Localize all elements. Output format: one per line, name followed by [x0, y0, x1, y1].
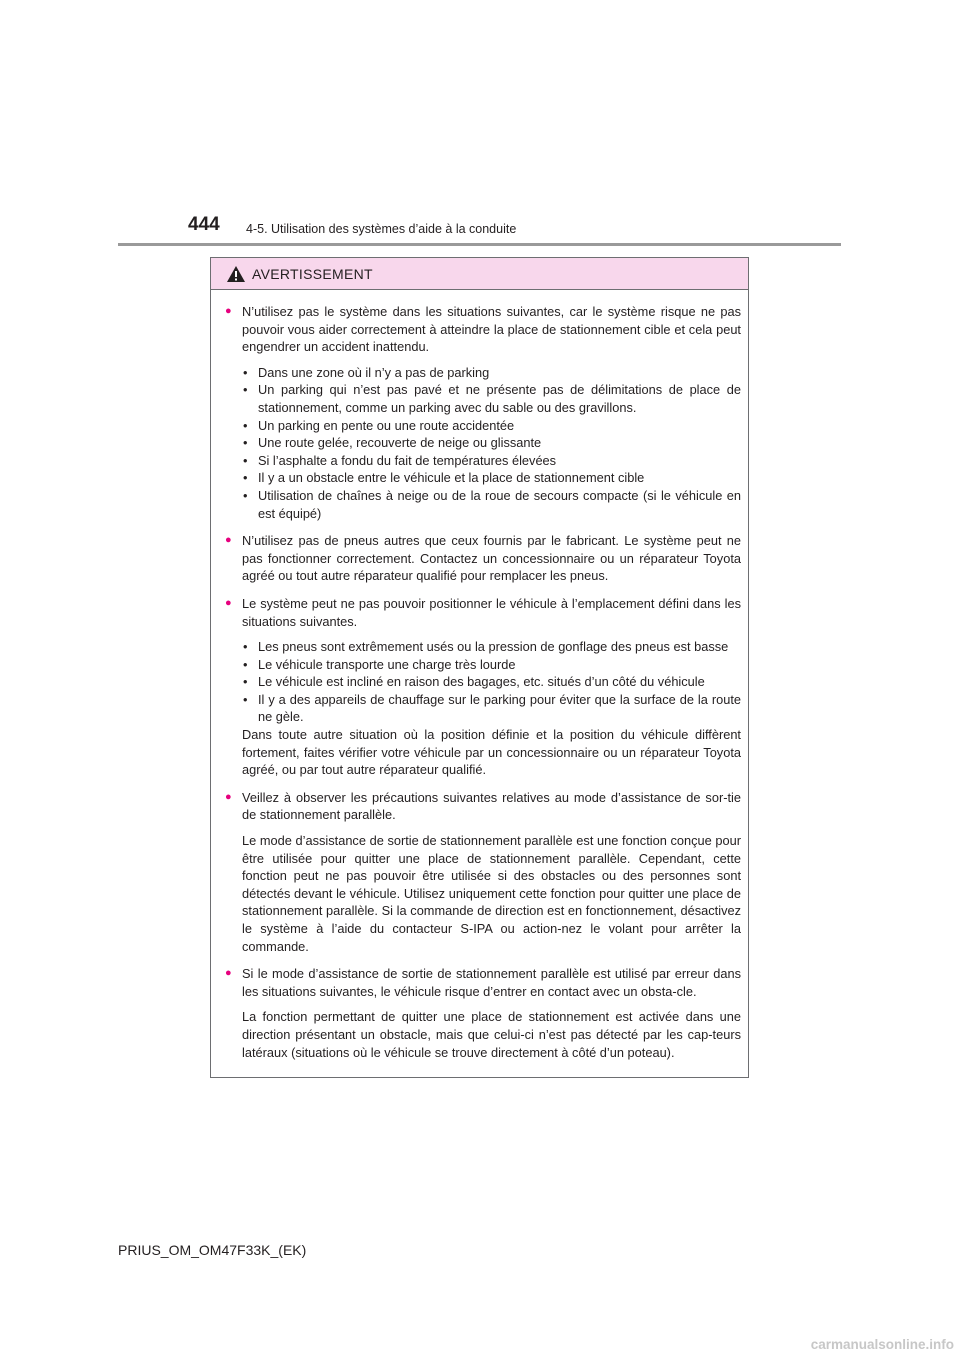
sub-item: • Dans une zone où il n’y a pas de parking: [243, 364, 490, 380]
warning-body: [211, 290, 748, 1061]
bullet-icon: ●: [225, 967, 232, 980]
warning-item-5: [225, 965, 741, 1061]
warning-item-2: [225, 532, 741, 585]
sub-item: • Il y a un obstacle entre le véhicule et la place de stationnement cible: [243, 470, 645, 486]
warning-item-text: Le système peut ne pas pouvoir positionner le véhicule à l’emplacement défini dans les situations suivantes.: [242, 595, 741, 629]
sub-item: • Le véhicule transporte une charge très lourde: [243, 656, 516, 672]
footer-doc-code: PRIUS_OM_OM47F33K_(EK): [118, 1242, 307, 1258]
bullet-icon: ●: [225, 305, 232, 317]
bullet-icon: ●: [225, 790, 232, 803]
warning-item-paragraph: La fonction permettant de quitter une place de stationnement est activée dans une direction présentant un obstacle, mais que celui-ci n’est pas détecté par les cap-teurs latéraux (situations où le véhicule se trouve directement à côté d’un poteau).: [242, 1009, 741, 1060]
page-number: 444: [188, 214, 220, 235]
warning-header: [211, 258, 748, 290]
sub-item: • Un parking en pente ou une route accidentée: [243, 417, 515, 433]
section-title: 4-5. Utilisation des systèmes d’aide à la conduite: [246, 222, 517, 236]
sub-item: • Il y a des appareils de chauffage sur le parking pour éviter que la surface de la route ne gèle.: [243, 691, 741, 725]
warning-box: [210, 257, 749, 1078]
warning-triangle-icon: [226, 265, 246, 283]
warning-item-text: N’utilisez pas le système dans les situations suivantes, car le système risque ne pas pouvoir vous aider correctement à atteindre la place de stationnement cible et cela peut engendrer un accident inattendu.: [242, 304, 741, 355]
warning-item-text: N’utilisez pas de pneus autres que ceux fournis par le fabricant. Le système peut ne pas fonctionner correctement. Contactez un concessionnaire ou un réparateur Toyota agréé ou tout autre réparateur qualifié pour remplacer les pneus.: [242, 533, 741, 584]
warning-item-paragraph: Le mode d’assistance de sortie de stationnement parallèle est une fonction conçue pour être utilisée pour quitter une place de stationnement parallèle. Cependant, cette fonction peut ne pas pouvoir être utilisée si des obstacles ou des personnes sont détectés devant le véhicule. Utilisez uniquement cette fonction pour quitter une place de stationnement parallèle. Si la commande de direction est en fonctionnement, désactivez le système à l’aide du contacteur S-IPA ou action-nez le volant pour arrêter la commande.: [242, 833, 741, 954]
header-rule: [118, 243, 841, 246]
warning-item-text: Si le mode d’assistance de sortie de stationnement parallèle est utilisé par erreur dans les situations suivantes, le véhicule risque d’entrer en contact avec un obsta-cle.: [242, 966, 741, 999]
sub-item: • Une route gelée, recouverte de neige ou glissante: [243, 435, 542, 451]
sub-item: • Les pneus sont extrêmement usés ou la pression de gonflage des pneus est basse: [243, 639, 729, 655]
sub-item: • Un parking qui n’est pas pavé et ne présente pas de délimitations de place de stationnement, comme un parking avec du sable ou des gravillons.: [243, 382, 741, 415]
warning-item-text: Veillez à observer les précautions suivantes relatives au mode d’assistance de sor-tie de stationnement parallèle.: [242, 789, 741, 823]
warning-item-1: [225, 303, 741, 522]
warning-item-4: [225, 789, 741, 955]
sub-item: • Le véhicule est incliné en raison des bagages, etc. situés d’un côté du véhicule: [243, 674, 705, 690]
sub-item: • Si l’asphalte a fondu du fait de températures élevées: [243, 452, 557, 468]
sub-list: [242, 638, 741, 726]
sub-list: [242, 364, 741, 522]
warning-title: AVERTISSEMENT: [252, 265, 373, 282]
warning-item-followup: Dans toute autre situation où la position définie et la position du véhicule diffèrent fortement, faites vérifier votre véhicule par un concessionnaire ou un réparateur Toyota agréé, ou par tout autre réparateur qualifié.: [242, 727, 741, 778]
bullet-icon: ●: [225, 534, 232, 547]
warning-item-3: [225, 595, 741, 779]
watermark: carmanualsonline.info: [810, 1337, 954, 1352]
sub-item: • Utilisation de chaînes à neige ou de la roue de secours compacte (si le véhicule en est équipé): [243, 487, 741, 521]
bullet-icon: ●: [225, 596, 232, 609]
